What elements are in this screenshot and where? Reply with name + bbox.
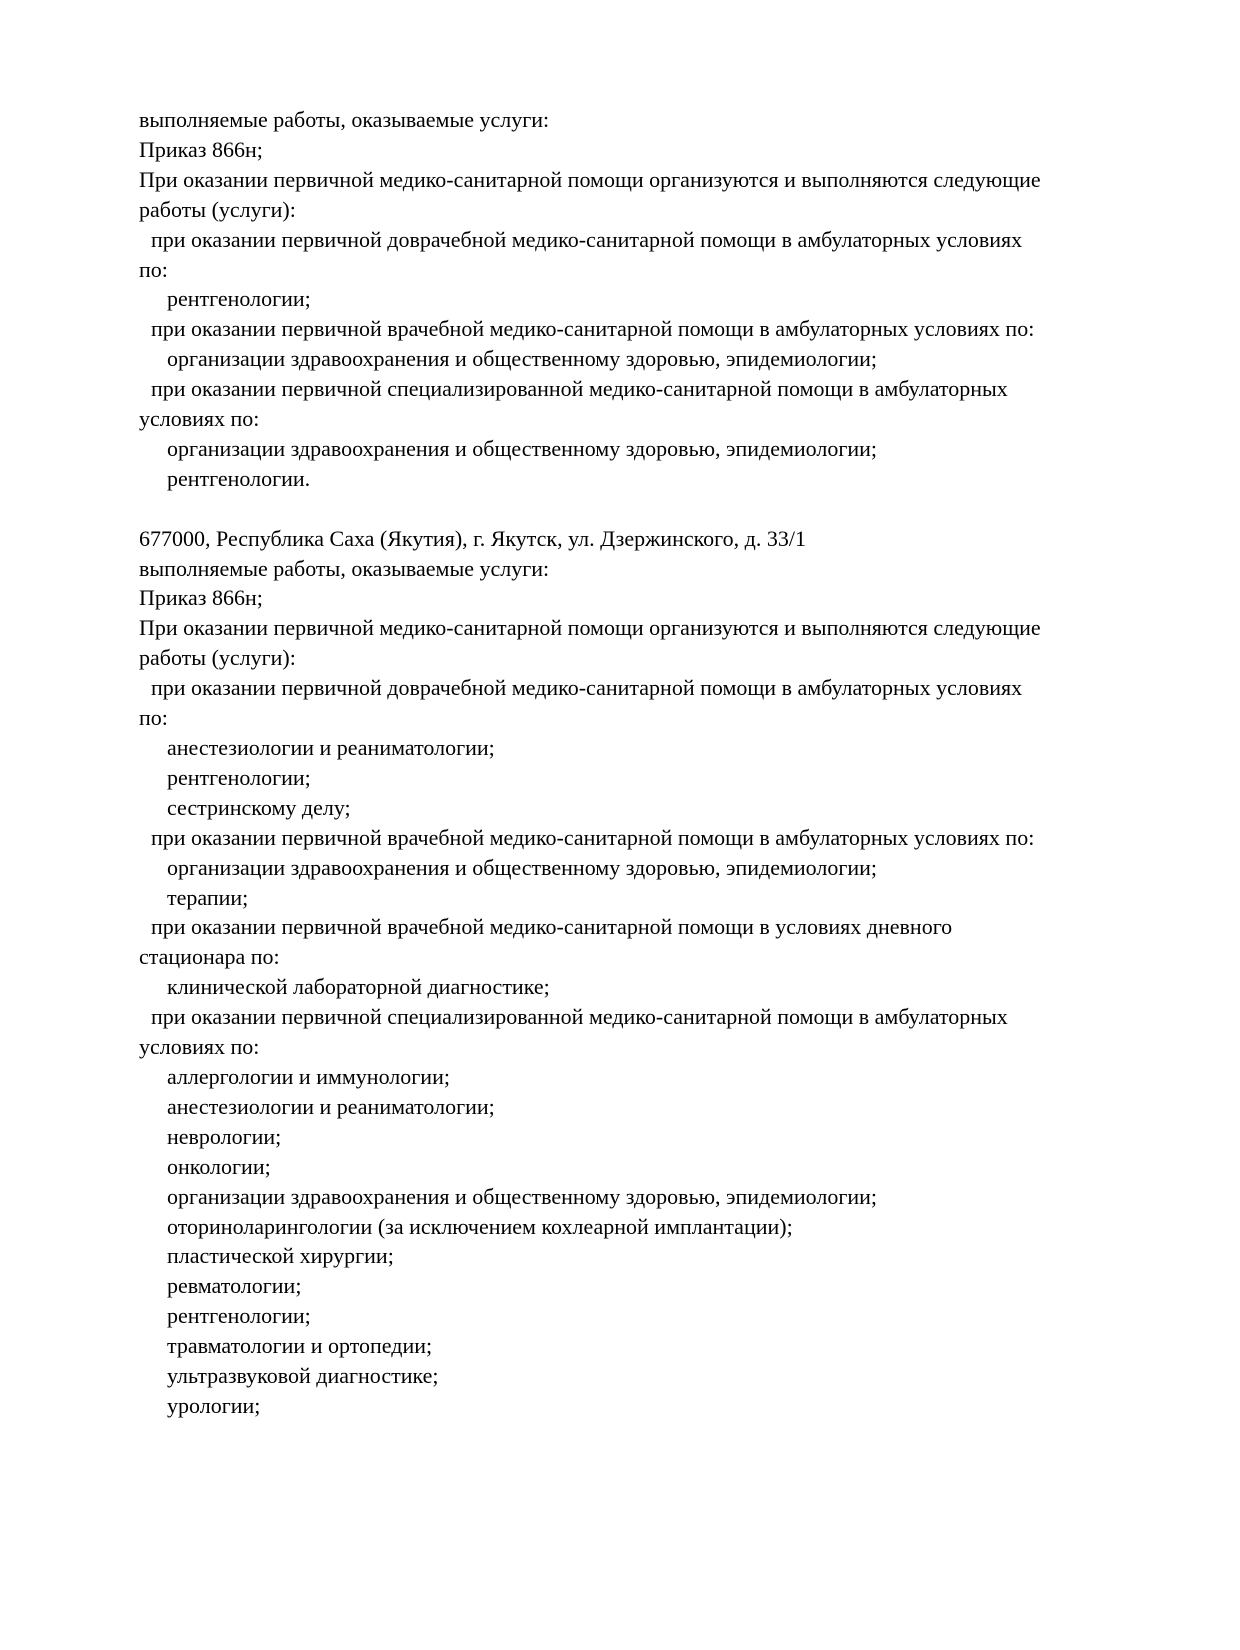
- document-text-line: неврологии;: [167, 1123, 282, 1149]
- document-text-line: рентгенологии;: [167, 764, 311, 790]
- document-text-line: работы (услуги):: [139, 645, 296, 671]
- document-text-line: при оказании первичной специализированной медико-санитарной помощи в амбулаторных: [151, 1004, 1008, 1030]
- document-text-line: при оказании первичной врачебной медико-санитарной помощи в условиях дневного: [151, 914, 953, 940]
- document-text-line: рентгенологии;: [167, 286, 311, 312]
- document-text-line: пластической хирургии;: [167, 1243, 394, 1269]
- document-text-line: организации здравоохранения и общественному здоровью, эпидемиологии;: [167, 1183, 878, 1209]
- document-text-line: урологии;: [167, 1392, 261, 1418]
- document-text-line: ревматологии;: [167, 1273, 302, 1299]
- document-text-line: онкологии;: [167, 1153, 271, 1179]
- document-text-line: организации здравоохранения и общественному здоровью, эпидемиологии;: [167, 854, 878, 880]
- document-text-line: при оказании первичной врачебной медико-санитарной помощи в амбулаторных условиях по:: [151, 316, 1035, 342]
- document-text-line: ультразвуковой диагностике;: [167, 1363, 439, 1389]
- document-text-line: терапии;: [167, 884, 249, 910]
- document-text-line: по:: [139, 256, 168, 282]
- license-services-text-block: [139, 105, 1209, 1421]
- document-text-line: анестезиологии и реаниматологии;: [167, 1093, 495, 1119]
- blank-line: [139, 494, 1209, 524]
- document-text-line: аллергологии и иммунологии;: [167, 1063, 450, 1089]
- document-text-line: организации здравоохранения и общественному здоровью, эпидемиологии;: [167, 346, 878, 372]
- document-text-line: оториноларингологии (за исключением кохлеарной имплантации);: [167, 1213, 793, 1239]
- document-text-line: при оказании первичной доврачебной медико-санитарной помощи в амбулаторных условиях: [151, 226, 1023, 252]
- document-text-line: Приказ 866н;: [139, 136, 263, 162]
- document-text-line: при оказании первичной врачебной медико-санитарной помощи в амбулаторных условиях по:: [151, 824, 1035, 850]
- document-text-line: по:: [139, 705, 168, 731]
- document-text-line: При оказании первичной медико-санитарной помощи организуются и выполняются следующие: [139, 166, 1041, 192]
- document-text-line: 677000, Республика Саха (Якутия), г. Якутск, ул. Дзержинского, д. 33/1: [139, 525, 806, 551]
- document-text-line: анестезиологии и реаниматологии;: [167, 735, 495, 761]
- document-text-line: травматологии и ортопедии;: [167, 1333, 433, 1359]
- document-text-line: при оказании первичной специализированной медико-санитарной помощи в амбулаторных: [151, 376, 1008, 402]
- document-text-line: выполняемые работы, оказываемые услуги:: [139, 555, 550, 581]
- document-text-line: организации здравоохранения и общественному здоровью, эпидемиологии;: [167, 435, 878, 461]
- document-text-line: работы (услуги):: [139, 196, 296, 222]
- document-text-line: при оказании первичной доврачебной медико-санитарной помощи в амбулаторных условиях: [151, 675, 1023, 701]
- document-text-line: условиях по:: [139, 406, 260, 432]
- document-text-line: При оказании первичной медико-санитарной помощи организуются и выполняются следующие: [139, 615, 1041, 641]
- document-text-line: клинической лабораторной диагностике;: [167, 974, 550, 1000]
- document-text-line: рентгенологии;: [167, 1303, 311, 1329]
- document-text-line: стационара по:: [139, 944, 280, 970]
- document-text-line: выполняемые работы, оказываемые услуги:: [139, 107, 550, 132]
- document-text-line: рентгенологии.: [167, 465, 311, 491]
- document-text-line: Приказ 866н;: [139, 585, 263, 611]
- document-text-line: сестринскому делу;: [167, 794, 351, 820]
- document-text-line: условиях по:: [139, 1034, 260, 1060]
